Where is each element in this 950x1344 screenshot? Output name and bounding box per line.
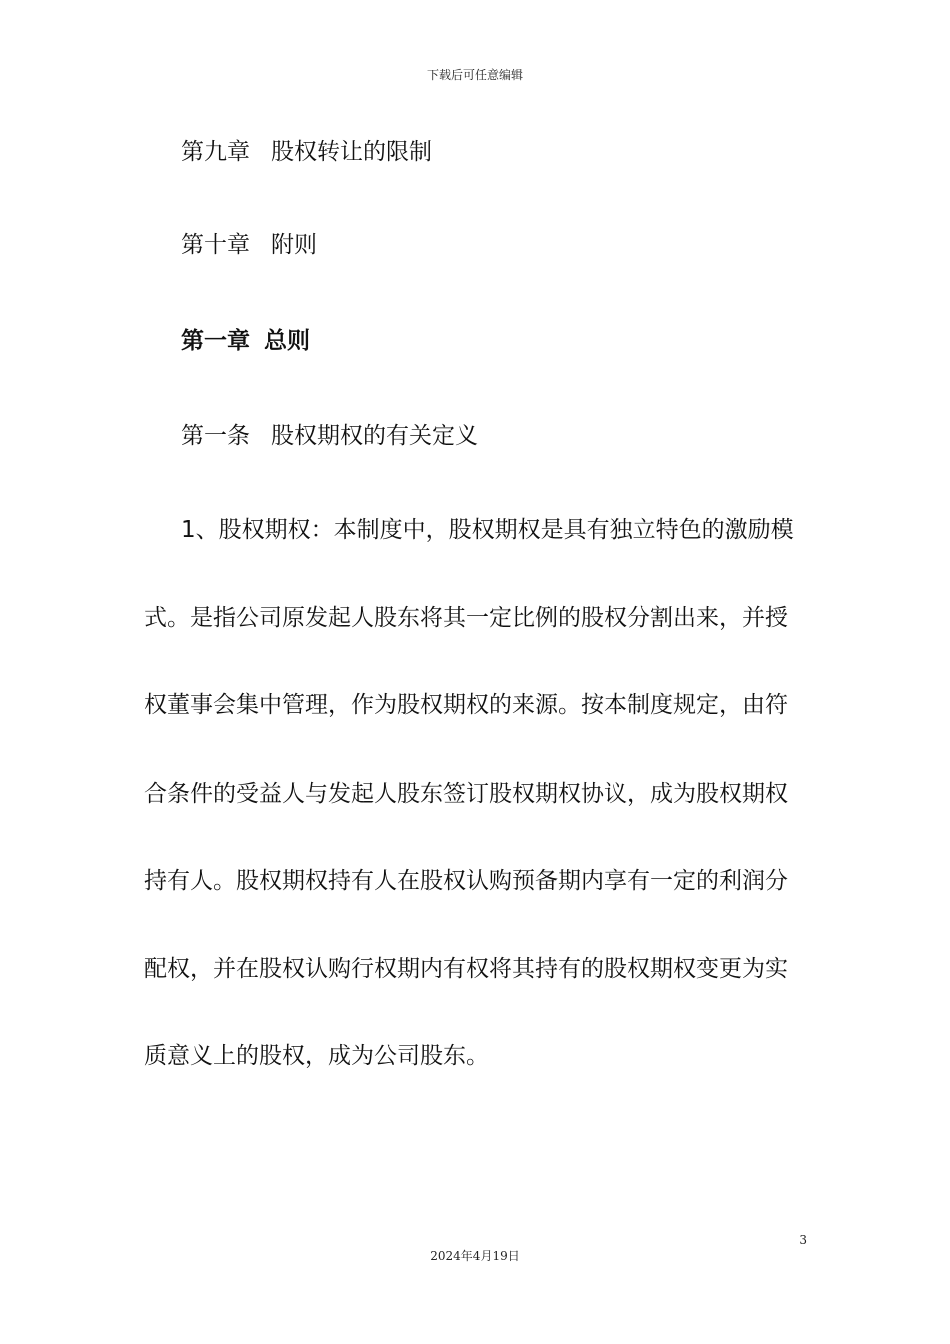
chapter-title: 总则: [264, 328, 310, 354]
article-heading: [181, 421, 478, 451]
paragraph-line: 式。是指公司原发起人股东将其一定比例的股权分割出来，并授: [144, 605, 788, 631]
chapter-number: 第一章: [181, 328, 250, 354]
paragraph-line: 配权，并在股权认购行权期内有权将其持有的股权期权变更为实: [144, 956, 788, 982]
header-note: 下载后可任意编辑: [426, 68, 523, 82]
footer-date: 2024年4月19日: [430, 1249, 520, 1263]
paragraph-line: 1、股权期权：本制度中，股权期权是具有独立特色的激励模: [181, 517, 794, 543]
paragraph-line: 权董事会集中管理，作为股权期权的来源。按本制度规定，由符: [144, 692, 788, 718]
toc-chapter-title: 附则: [271, 232, 317, 258]
paragraph-line: 质意义上的股权，成为公司股东。: [144, 1043, 489, 1069]
article-number: 第一条: [181, 423, 250, 449]
paragraph-line: 合条件的受益人与发起人股东签订股权期权协议，成为股权期权: [144, 781, 788, 807]
toc-entry-chapter-10: [181, 230, 317, 260]
toc-entry-chapter-9: [181, 137, 432, 167]
article-title: 股权期权的有关定义: [271, 423, 478, 449]
page-number: 3: [799, 1233, 807, 1247]
toc-chapter-number: 第十章: [181, 232, 250, 258]
toc-chapter-number: 第九章: [181, 139, 250, 165]
chapter-heading: [181, 326, 310, 356]
paragraph-line: 持有人。股权期权持有人在股权认购预备期内享有一定的利润分: [144, 868, 788, 894]
toc-chapter-title: 股权转让的限制: [271, 139, 432, 165]
